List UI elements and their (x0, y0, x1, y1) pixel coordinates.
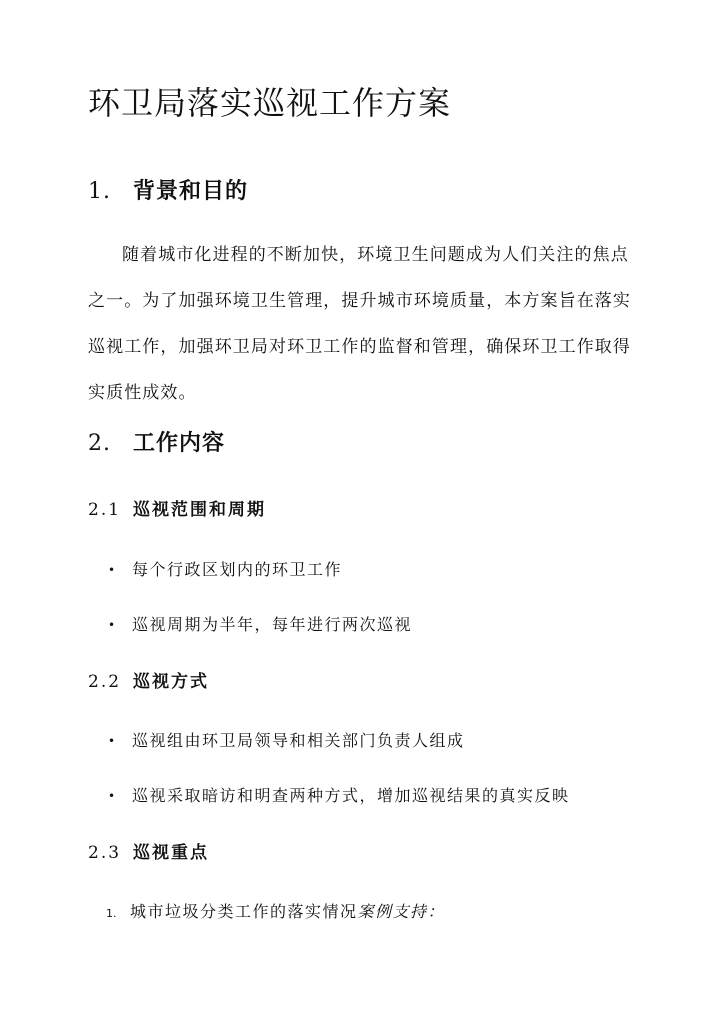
subsection-2-1-title: 巡视范围和周期 (133, 500, 267, 520)
list-item (108, 560, 342, 579)
list-item (108, 731, 465, 750)
list-item-text: 巡视采取暗访和明查两种方式，增加巡视结果的真实反映 (132, 786, 570, 805)
bullet-icon: • (108, 618, 117, 633)
subsection-2-2-heading (88, 672, 209, 692)
list-item-text: 巡视周期为半年，每年进行两次巡视 (132, 615, 413, 634)
bullet-icon: • (108, 789, 117, 804)
list-item-text: 每个行政区划内的环卫工作 (132, 560, 343, 579)
list-item-text: 巡视组由环卫局领导和相关部门负责人组成 (132, 731, 465, 750)
section-1-heading (88, 178, 248, 205)
subsection-2-3-title: 巡视重点 (133, 843, 210, 863)
section-1-paragraph: 随着城市化进程的不断加快，环境卫生问题成为人们关注的焦点之一。为了加强环境卫生管理，提升城市环境质量，本方案旨在落实巡视工作，加强环卫局对环卫工作的监督和管理，确保环卫工作取得实质性成效。 (88, 245, 631, 403)
list-item-number: 1. (106, 907, 117, 920)
document-title: 环卫局落实巡视工作方案 (88, 84, 452, 122)
list-item-emphasis: 案例支持： (357, 902, 446, 921)
section-2-title: 工作内容 (133, 430, 226, 456)
section-2-heading (88, 430, 225, 457)
subsection-2-3-number: 2.3 (88, 843, 122, 863)
subsection-2-2-title: 巡视方式 (133, 672, 210, 692)
list-item (108, 615, 412, 634)
subsection-2-2-number: 2.2 (88, 672, 122, 692)
section-2-number: 2. (88, 431, 111, 456)
section-1-number: 1. (88, 179, 111, 204)
subsection-2-1-heading (88, 500, 266, 520)
bullet-icon: • (108, 734, 117, 749)
subsection-2-3-heading (88, 843, 209, 863)
bullet-icon: • (108, 563, 117, 578)
ordered-list-item (106, 902, 445, 921)
list-item (108, 786, 570, 805)
list-item-text: 城市垃圾分类工作的落实情况 (130, 902, 358, 921)
section-1-title: 背景和目的 (133, 178, 249, 204)
subsection-2-1-number: 2.1 (88, 500, 122, 520)
